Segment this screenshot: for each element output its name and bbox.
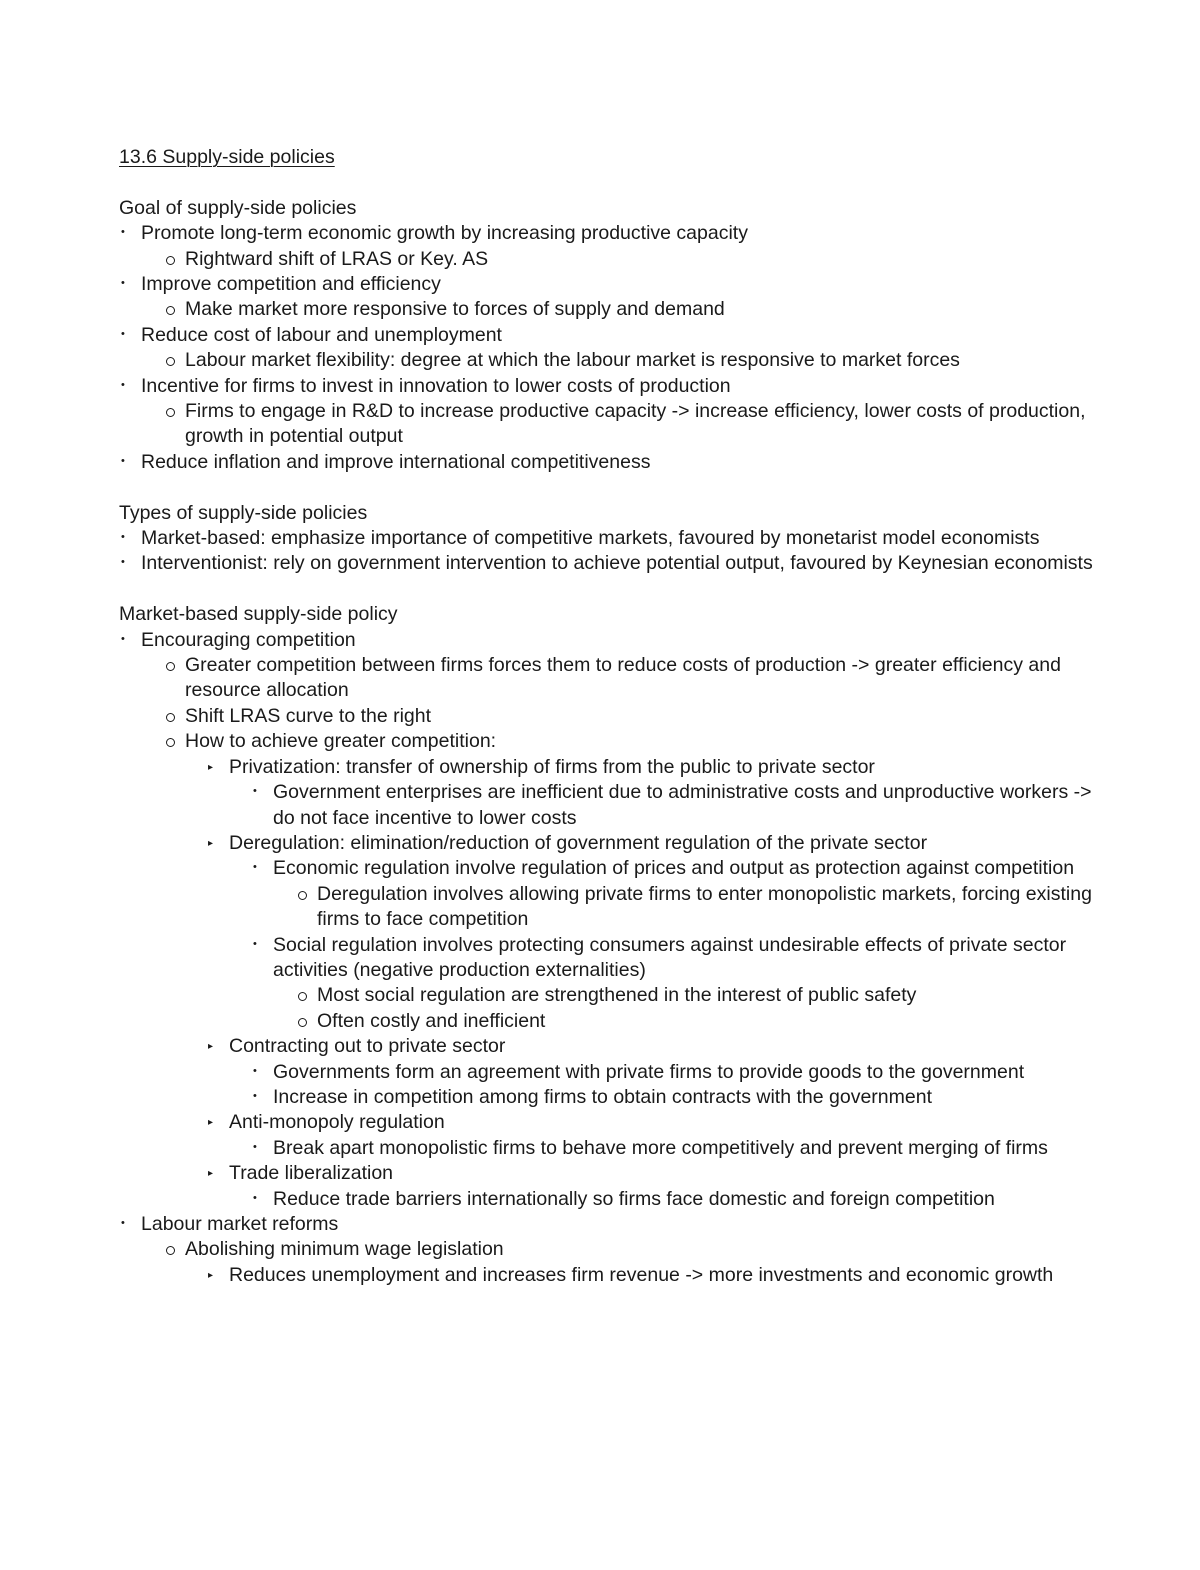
- list-item: [163, 399, 1099, 450]
- contracting-out: ▸ Contracting out to private sector: [229, 1034, 1099, 1059]
- list-item: [207, 1263, 1099, 1288]
- spacer: [119, 475, 1099, 500]
- list-item: [251, 933, 1099, 1035]
- type-interventionist: • Interventionist: rely on government intervention to achieve potential output, favoured by Keynesian economists: [141, 551, 1099, 576]
- market-based-heading: Market-based supply-side policy: [119, 603, 398, 626]
- goal-labour-detail: Labour market flexibility: degree at which the labour market is responsive to market forces: [185, 348, 1099, 373]
- spacer: [119, 577, 1099, 602]
- greater-competition: Greater competition between firms forces them to reduce costs of production -> greater efficiency and resource allocation: [185, 653, 1099, 704]
- list-item: [119, 450, 1099, 475]
- privatization-detail: • Government enterprises are inefficient due to administrative costs and unproductive workers -> do not face incentive to lower costs: [273, 780, 1099, 831]
- types-heading: Types of supply-side policies: [119, 501, 368, 524]
- list-item: [163, 1237, 1099, 1288]
- goal-inflation: • Reduce inflation and improve international competitiveness: [141, 450, 1099, 475]
- list-item: [295, 882, 1099, 933]
- document-title: 13.6 Supply-side policies: [119, 146, 335, 168]
- list-item: [207, 831, 1099, 1034]
- document-page: [119, 145, 1099, 1288]
- list-item: [251, 1136, 1099, 1161]
- contracting-detail-1: • Governments form an agreement with private firms to provide goods to the government: [273, 1060, 1099, 1085]
- list-item: [119, 628, 1099, 1212]
- privatization: ▸ Privatization: transfer of ownership of firms from the public to private sector: [229, 755, 1099, 780]
- list-item: [163, 348, 1099, 373]
- spacer: [119, 170, 1099, 195]
- list-item: [119, 374, 1099, 450]
- list-item: [119, 551, 1099, 576]
- social-regulation: • Social regulation involves protecting consumers against undesirable effects of private sector activities (negative production externalities): [273, 933, 1099, 984]
- list-item: [119, 526, 1099, 551]
- list-item: [251, 1085, 1099, 1110]
- trade-liberalization-detail: • Reduce trade barriers internationally so firms face domestic and foreign competition: [273, 1187, 1099, 1212]
- list-item: [163, 247, 1099, 272]
- encouraging-competition: • Encouraging competition: [141, 628, 1099, 653]
- list-item: [207, 1034, 1099, 1110]
- list-item: [207, 1161, 1099, 1212]
- type-market-based: • Market-based: emphasize importance of competitive markets, favoured by monetarist model economists: [141, 526, 1099, 551]
- market-based-list: [119, 628, 1099, 1289]
- list-item: [207, 1110, 1099, 1161]
- list-item: [119, 272, 1099, 323]
- list-item: [207, 755, 1099, 831]
- list-item: [251, 780, 1099, 831]
- list-item: [295, 983, 1099, 1008]
- goal-growth: • Promote long-term economic growth by increasing productive capacity: [141, 221, 1099, 246]
- anti-monopoly: ▸ Anti-monopoly regulation: [229, 1110, 1099, 1135]
- abolishing-minimum-wage: Abolishing minimum wage legislation: [185, 1237, 1099, 1262]
- list-item: [163, 704, 1099, 729]
- shift-lras: Shift LRAS curve to the right: [185, 704, 1099, 729]
- goal-competition-detail: Make market more responsive to forces of supply and demand: [185, 297, 1099, 322]
- types-list: [119, 526, 1099, 577]
- list-item: [163, 653, 1099, 704]
- economic-regulation: • Economic regulation involve regulation of prices and output as protection against competition: [273, 856, 1099, 881]
- goals-heading: Goal of supply-side policies: [119, 196, 357, 219]
- how-to-achieve: How to achieve greater competition:: [185, 729, 1099, 754]
- list-item: [251, 856, 1099, 932]
- list-item: [251, 1060, 1099, 1085]
- list-item: [295, 1009, 1099, 1034]
- goal-innovation-detail: Firms to engage in R&D to increase productive capacity -> increase efficiency, lower costs of production, growth in potential output: [185, 399, 1099, 450]
- list-item: [119, 1212, 1099, 1288]
- list-item: [119, 323, 1099, 374]
- contracting-detail-2: • Increase in competition among firms to obtain contracts with the government: [273, 1085, 1099, 1110]
- minimum-wage-detail: ▸ Reduces unemployment and increases firm revenue -> more investments and economic growth: [229, 1263, 1099, 1288]
- goals-list: [119, 221, 1099, 475]
- list-item: [163, 297, 1099, 322]
- labour-market-reforms: • Labour market reforms: [141, 1212, 1099, 1237]
- deregulation: ▸ Deregulation: elimination/reduction of government regulation of the private sector: [229, 831, 1099, 856]
- anti-monopoly-detail: • Break apart monopolistic firms to behave more competitively and prevent merging of firms: [273, 1136, 1099, 1161]
- goal-innovation: • Incentive for firms to invest in innovation to lower costs of production: [141, 374, 1099, 399]
- goal-competition: • Improve competition and efficiency: [141, 272, 1099, 297]
- economic-regulation-detail: Deregulation involves allowing private firms to enter monopolistic markets, forcing existing firms to face competition: [317, 882, 1099, 933]
- list-item: [251, 1187, 1099, 1212]
- list-item: [119, 221, 1099, 272]
- social-regulation-detail-2: Often costly and inefficient: [317, 1009, 1099, 1034]
- goal-growth-detail: Rightward shift of LRAS or Key. AS: [185, 247, 1099, 272]
- social-regulation-detail-1: Most social regulation are strengthened in the interest of public safety: [317, 983, 1099, 1008]
- list-item: [163, 729, 1099, 1212]
- trade-liberalization: ▸ Trade liberalization: [229, 1161, 1099, 1186]
- goal-labour: • Reduce cost of labour and unemployment: [141, 323, 1099, 348]
